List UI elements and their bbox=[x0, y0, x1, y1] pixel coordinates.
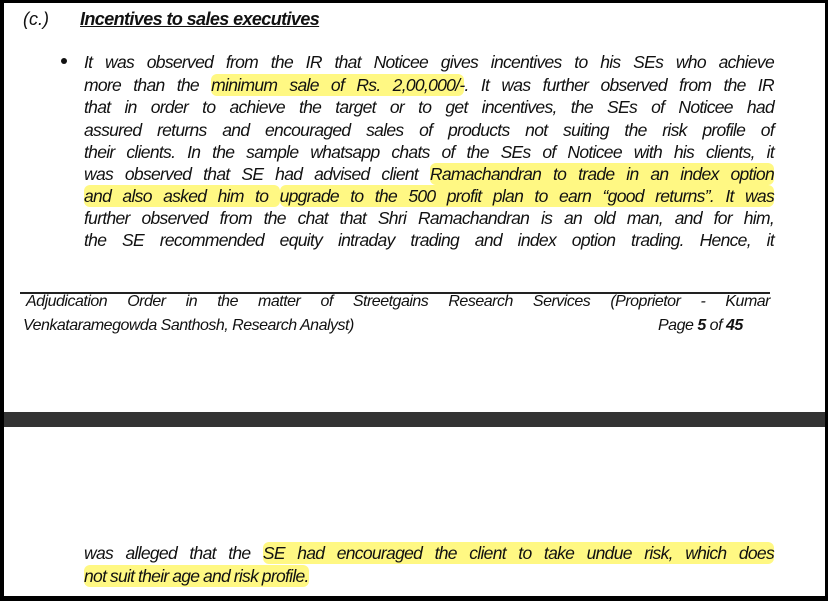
document-page-top bbox=[4, 3, 825, 412]
of-label: of bbox=[705, 317, 726, 334]
highlight: SE had encouraged the client to take undue risk, which does bbox=[262, 543, 775, 563]
paragraph-line bbox=[84, 163, 774, 185]
paragraph-line bbox=[84, 185, 774, 207]
paragraph-line: the SE recommended equity intraday trading and index option trading. Hence, it bbox=[84, 230, 774, 250]
footer-title: Adjudication Order in the matter of Streetgains Research Services (Proprietor - Kumar bbox=[26, 293, 770, 310]
footer-subtitle: Venkataramegowda Santhosh, Research Analyst) bbox=[23, 317, 354, 334]
current-page: 5 bbox=[697, 317, 706, 334]
page-number bbox=[658, 315, 743, 337]
highlight: Ramachandran to trade in an index option bbox=[429, 164, 774, 184]
highlight: not suit their age and risk profile. bbox=[84, 566, 309, 586]
paragraph-line bbox=[84, 542, 774, 564]
paragraph-line: It was observed from the IR that Noticee gives incentives to his SEs who achieve bbox=[84, 52, 774, 72]
text: was alleged that the bbox=[84, 543, 263, 563]
section-number: (c.) bbox=[23, 9, 49, 29]
document-page-bottom bbox=[4, 427, 825, 596]
paragraph-line bbox=[84, 74, 774, 96]
text: . It was further observed from the IR bbox=[464, 75, 774, 95]
bullet-icon bbox=[61, 58, 67, 64]
paragraph-line: that in order to achieve the target or to get incentives, the SEs of Noticee had bbox=[84, 97, 774, 117]
paragraph-line: further observed from the chat that Shri Ramachandran is an old man, and for him, bbox=[84, 208, 774, 228]
section-heading: Incentives to sales executives bbox=[80, 9, 320, 29]
paragraph-line: assured returns and encouraged sales of products not suiting the risk profile of bbox=[84, 120, 774, 140]
highlight: upgrade to the 500 profit plan to earn “good returns”. It was bbox=[279, 186, 774, 206]
page-label: Page bbox=[658, 317, 698, 334]
text: was observed that SE had advised client bbox=[84, 164, 430, 184]
paragraph-line: their clients. In the sample whatsapp chats of the SEs of Noticee with his clients, it bbox=[84, 142, 774, 162]
total-pages: 45 bbox=[725, 317, 743, 334]
paragraph-line bbox=[84, 565, 774, 587]
highlight: and also asked him to bbox=[84, 186, 280, 206]
highlight: minimum sale of Rs. 2,00,000/- bbox=[211, 75, 465, 95]
page-separator bbox=[4, 412, 825, 427]
text: more than the bbox=[84, 75, 212, 95]
